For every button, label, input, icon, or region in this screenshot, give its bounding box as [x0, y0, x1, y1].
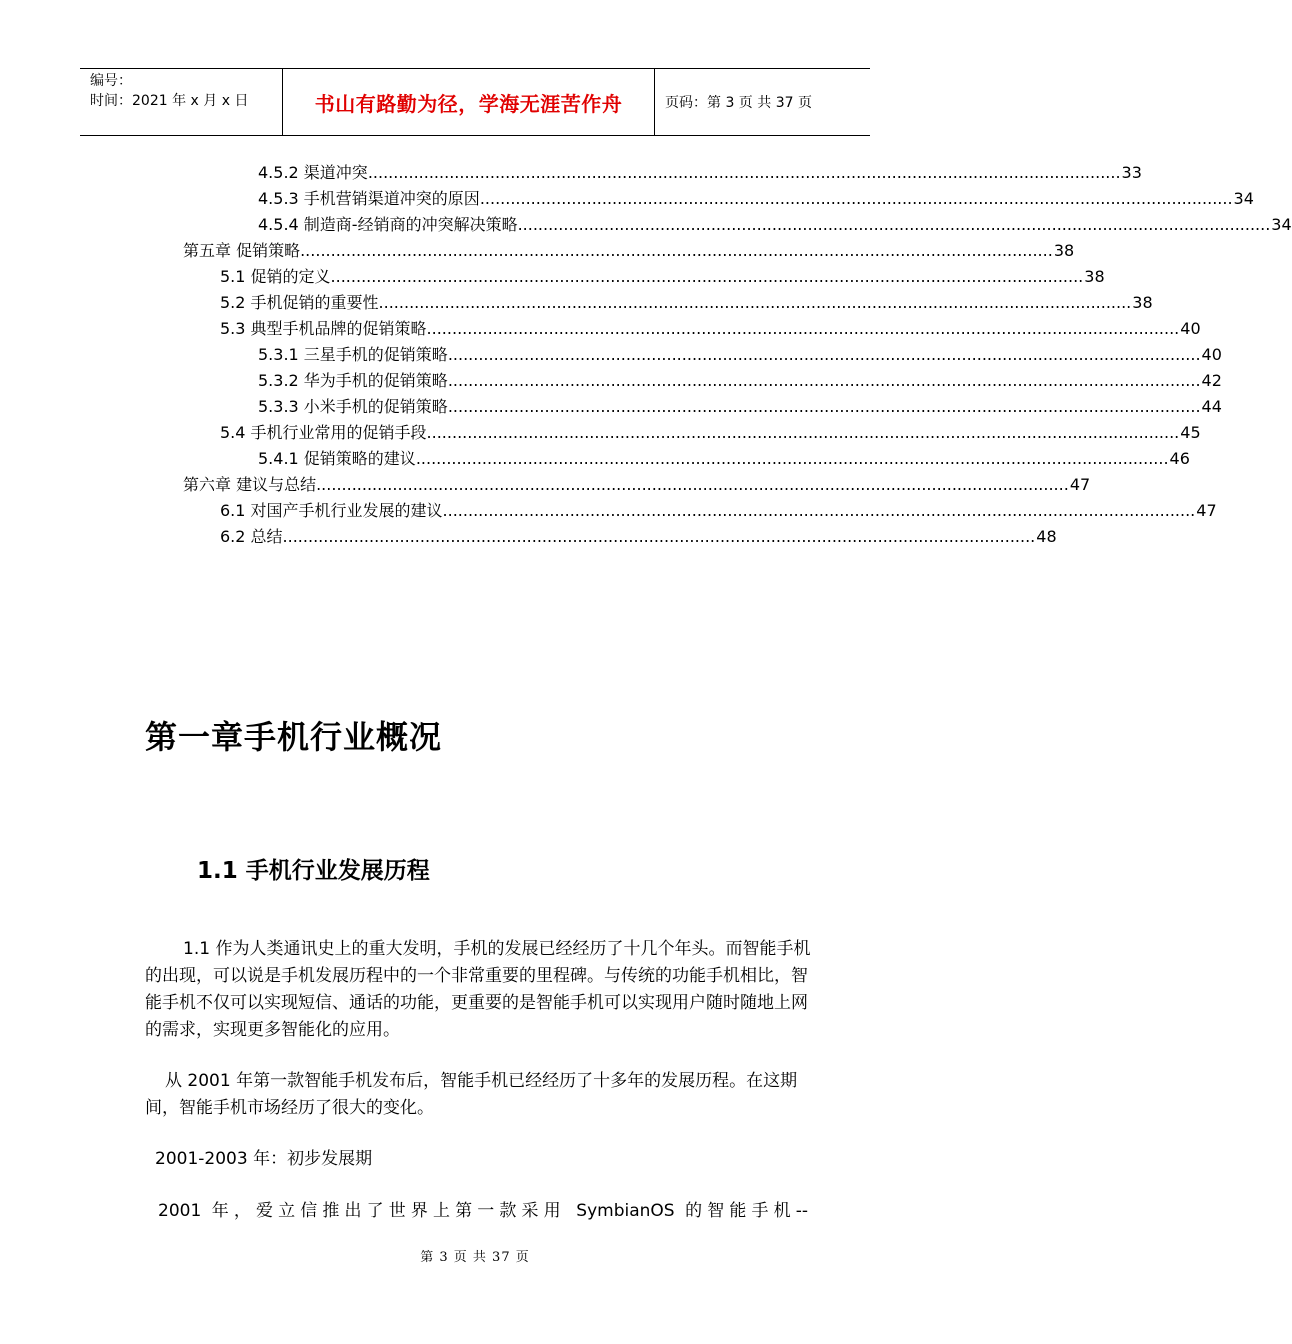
toc-entry-title: 5.4.1 促销策略的建议 [258, 449, 416, 468]
toc-entry-title: 第六章 建议与总结 [183, 475, 317, 494]
toc-leader-dots: .................................................................................................................................................... [330, 267, 1084, 286]
toc-entry-title: 第五章 促销策略 [183, 241, 301, 260]
toc-entry[interactable] [220, 524, 1057, 550]
toc-entry[interactable] [258, 394, 1222, 420]
toc-entry[interactable] [220, 498, 1217, 524]
toc-entry-page: 42 [1201, 371, 1222, 390]
toc-entry-title: 5.3.1 三星手机的促销策略 [258, 345, 448, 364]
body-paragraph: 从 2001 年第一款智能手机发布后，智能手机已经经历了十多年的发展历程。在这期间，智能手机市场经历了很大的变化。 [145, 1071, 798, 1118]
toc-entry-page: 34 [1233, 189, 1254, 208]
header-motto-cell [283, 69, 655, 135]
toc-entry[interactable] [183, 472, 1091, 498]
toc-leader-dots: .................................................................................................................................................... [426, 319, 1180, 338]
toc-leader-dots: .................................................................................................................................................... [517, 215, 1271, 234]
toc-leader-dots: .................................................................................................................................................... [300, 241, 1053, 260]
toc-entry-page: 44 [1201, 397, 1222, 416]
toc-entry-title: 5.3.2 华为手机的促销策略 [258, 371, 448, 390]
toc-entry[interactable] [183, 238, 1075, 264]
toc-entry-page: 46 [1169, 449, 1190, 468]
toc-leader-dots: .................................................................................................................................................... [479, 189, 1233, 208]
toc-leader-dots: .................................................................................................................................................... [378, 293, 1132, 312]
toc-entry-page: 38 [1132, 293, 1153, 312]
toc-leader-dots: .................................................................................................................................................... [367, 163, 1121, 182]
chapter-title: 第一章手机行业概况 [145, 718, 443, 756]
toc-entry[interactable] [258, 446, 1190, 472]
toc-entry[interactable] [220, 290, 1153, 316]
toc-entry-title: 4.5.3 手机营销渠道冲突的原因 [258, 189, 480, 208]
toc-entry-title: 6.1 对国产手机行业发展的建议 [220, 501, 443, 520]
page-footer: 第 3 页 共 37 页 [420, 1250, 530, 1265]
toc-entry[interactable] [258, 186, 1254, 212]
toc-leader-dots: .................................................................................................................................................... [415, 449, 1169, 468]
toc-leader-dots: .................................................................................................................................................... [426, 423, 1180, 442]
toc-entry[interactable] [258, 160, 1142, 186]
time-label: 时间：2021 年 x 月 x 日 [90, 93, 249, 109]
toc-entry[interactable] [220, 264, 1105, 290]
toc-entry-page: 47 [1196, 501, 1217, 520]
toc-entry-page: 40 [1180, 319, 1201, 338]
toc-leader-dots: .................................................................................................................................................... [447, 397, 1201, 416]
toc-entry-page: 48 [1036, 527, 1057, 546]
toc-leader-dots: .................................................................................................................................................... [316, 475, 1069, 494]
toc-entry-title: 5.3 典型手机品牌的促销策略 [220, 319, 427, 338]
header-left-cell [80, 69, 283, 135]
toc-entry-page: 34 [1271, 215, 1292, 234]
page-number-label: 页码：第 3 页 共 37 页 [665, 95, 812, 111]
page-header [80, 68, 870, 136]
toc-leader-dots: .................................................................................................................................................... [442, 501, 1196, 520]
toc-entry-page: 38 [1053, 241, 1075, 260]
toc-entry[interactable] [220, 316, 1201, 342]
toc-entry-title: 5.2 手机促销的重要性 [220, 293, 379, 312]
header-page-cell [655, 69, 870, 135]
toc-entry-title: 4.5.2 渠道冲突 [258, 163, 368, 182]
body-paragraph: 2001 年，爱立信推出了世界上第一款采用 SymbianOS 的智能手机-- [158, 1201, 808, 1221]
toc-entry[interactable] [258, 212, 1292, 238]
motto-text: 书山有路勤为径，学海无涯苦作舟 [314, 91, 623, 116]
toc-entry-title: 5.4 手机行业常用的促销手段 [220, 423, 427, 442]
toc-leader-dots: .................................................................................................................................................... [282, 527, 1036, 546]
toc-entry[interactable] [220, 420, 1201, 446]
toc-entry-title: 6.2 总结 [220, 527, 283, 546]
toc-entry-page: 38 [1084, 267, 1105, 286]
toc-entry-title: 4.5.4 制造商-经销商的冲突解决策略 [258, 215, 518, 234]
toc-leader-dots: .................................................................................................................................................... [447, 345, 1201, 364]
toc-entry[interactable] [258, 342, 1222, 368]
body-paragraph: 2001-2003 年：初步发展期 [155, 1149, 373, 1169]
toc-entry-page: 47 [1069, 475, 1091, 494]
toc-entry-page: 45 [1180, 423, 1201, 442]
toc-entry[interactable] [258, 368, 1222, 394]
toc-entry-title: 5.1 促销的定义 [220, 267, 331, 286]
section-title: 1.1 手机行业发展历程 [197, 858, 430, 884]
toc-entry-page: 40 [1201, 345, 1222, 364]
toc-entry-page: 33 [1121, 163, 1142, 182]
toc-leader-dots: .................................................................................................................................................... [447, 371, 1201, 390]
code-label: 编号： [90, 73, 132, 89]
body-paragraph: 1.1 作为人类通讯史上的重大发明，手机的发展已经经历了十几个年头。而智能手机的出现，可以说是手机发展历程中的一个非常重要的里程碑。与传统的功能手机相比，智能手机不仅可以实现短信、通话的功能，更重要的是智能手机可以实现用户随时随地上网的需求，实现更多智能化的应用。 [145, 939, 811, 1040]
toc-entry-title: 5.3.3 小米手机的促销策略 [258, 397, 448, 416]
